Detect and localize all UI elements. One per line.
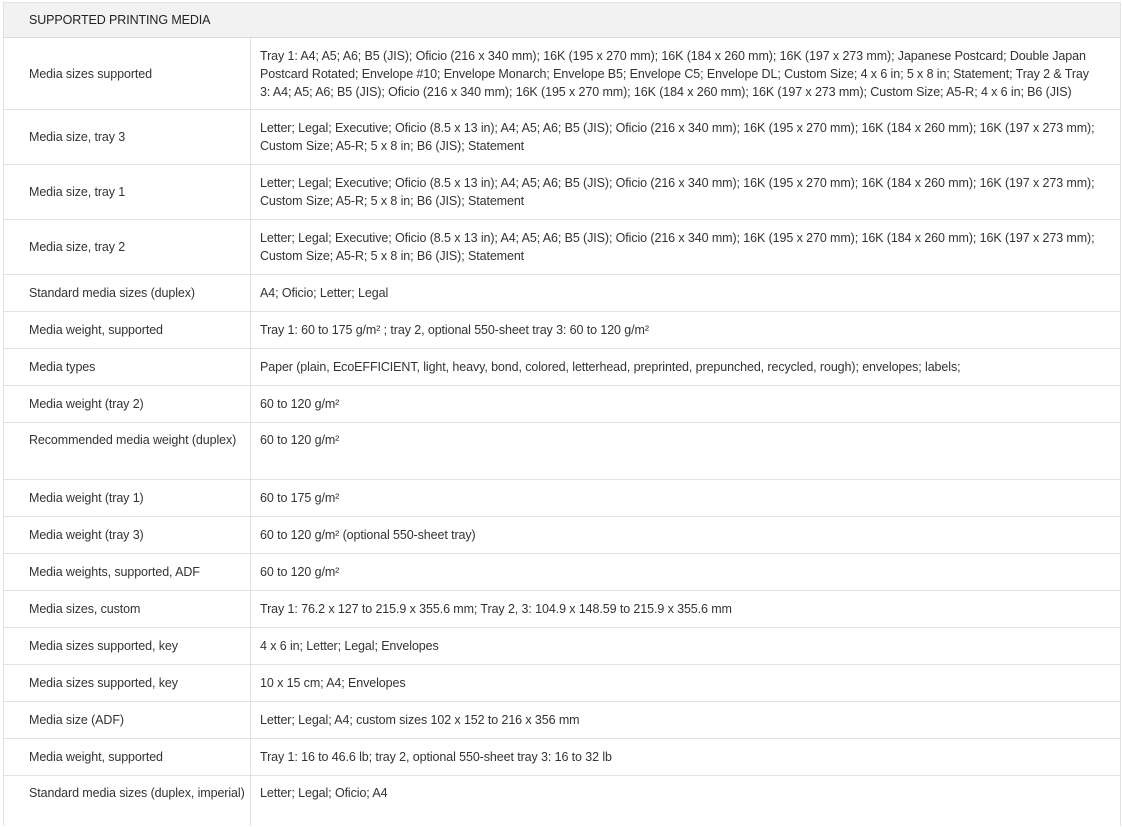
row-label: Standard media sizes (duplex, imperial) [4, 776, 251, 826]
row-value: Letter; Legal; A4; custom sizes 102 x 152 to 216 x 356 mm [260, 713, 580, 727]
table-row [4, 38, 1120, 110]
table-row [4, 220, 1120, 275]
section-title: SUPPORTED PRINTING MEDIA [29, 13, 211, 27]
row-label: Media sizes supported, key [4, 665, 251, 701]
row-value: 4 x 6 in; Letter; Legal; Envelopes [260, 639, 439, 653]
table-row [4, 423, 1120, 480]
row-label: Media sizes supported, key [4, 628, 251, 664]
row-label: Recommended media weight (duplex) [4, 423, 251, 479]
row-value: Letter; Legal; Executive; Oficio (8.5 x 13 in); A4; A5; A6; B5 (JIS); Oficio (216 x 340 mm); 16K (195 x 270 mm); 16K (184 x 260 mm); 16K (197 x 273 mm); Custom Size; A5-R; 5 x 8 in; B6 (JIS); Statement [260, 231, 1095, 263]
table-row [4, 591, 1120, 628]
row-value: A4; Oficio; Letter; Legal [260, 286, 389, 300]
row-label: Media size, tray 3 [4, 110, 251, 164]
row-value: Letter; Legal; Executive; Oficio (8.5 x 13 in); A4; A5; A6; B5 (JIS); Oficio (216 x 340 mm); 16K (195 x 270 mm); 16K (184 x 260 mm); 16K (197 x 273 mm); Custom Size; A5-R; 5 x 8 in; B6 (JIS); Statement [260, 121, 1095, 153]
table-row [4, 554, 1120, 591]
row-label: Standard media sizes (duplex) [4, 275, 251, 311]
table-row [4, 480, 1120, 517]
row-label: Media size, tray 1 [4, 165, 251, 219]
row-value: 60 to 120 g/m² [260, 565, 340, 579]
table-row [4, 110, 1120, 165]
row-label: Media weights, supported, ADF [4, 554, 251, 590]
table-row [4, 312, 1120, 349]
table-row [4, 628, 1120, 665]
row-label: Media types [4, 349, 251, 385]
table-row [4, 739, 1120, 776]
specifications-table [3, 2, 1121, 826]
row-label: Media sizes supported [4, 38, 251, 109]
table-row [4, 776, 1120, 826]
row-value: Letter; Legal; Executive; Oficio (8.5 x 13 in); A4; A5; A6; B5 (JIS); Oficio (216 x 340 mm); 16K (195 x 270 mm); 16K (184 x 260 mm); 16K (197 x 273 mm); Custom Size; A5-R; 5 x 8 in; B6 (JIS); Statement [260, 176, 1095, 208]
row-value: 60 to 175 g/m² [260, 491, 340, 505]
table-row [4, 386, 1120, 423]
row-value: Tray 1: 60 to 175 g/m² ; tray 2, optional 550-sheet tray 3: 60 to 120 g/m² [260, 323, 649, 337]
row-label: Media weight, supported [4, 739, 251, 775]
row-value: Tray 1: A4; A5; A6; B5 (JIS); Oficio (216 x 340 mm); 16K (195 x 270 mm); 16K (184 x 260 mm); 16K (197 x 273 mm); Japanese Postcard; Double Japan Postcard Rotated; Envelope #10; Envelope Monarch; Envelope B5; Envelope C5; Envelope DL; Custom Size; 4 x 6 in; 5 x 8 in; Statement; Tray 2 & Tray 3: A4; A5; A6; B5 (JIS); Oficio (216 x 340 mm); 16K (195 x 270 mm); 16K (184 x 260 mm); 16K (197 x 273 mm); Custom Size; A5-R; 4 x 6 in; B6 (JIS) [260, 48, 1089, 99]
row-value: 60 to 120 g/m² (optional 550-sheet tray) [260, 528, 476, 542]
table-row [4, 517, 1120, 554]
row-label: Media weight (tray 3) [4, 517, 251, 553]
row-label: Media size, tray 2 [4, 220, 251, 274]
section-header [4, 2, 1120, 38]
table-row [4, 665, 1120, 702]
table-row [4, 165, 1120, 220]
table-row [4, 349, 1120, 386]
row-value: Letter; Legal; Oficio; A4 [260, 786, 388, 800]
row-label: Media weight (tray 2) [4, 386, 251, 422]
table-row [4, 275, 1120, 312]
row-value: 60 to 120 g/m² [260, 397, 340, 411]
row-label: Media weight, supported [4, 312, 251, 348]
row-value: Tray 1: 76.2 x 127 to 215.9 x 355.6 mm; Tray 2, 3: 104.9 x 148.59 to 215.9 x 355.6 mm [260, 602, 732, 616]
row-value: Tray 1: 16 to 46.6 lb; tray 2, optional 550-sheet tray 3: 16 to 32 lb [260, 750, 612, 764]
row-value: Paper (plain, EcoEFFICIENT, light, heavy, bond, colored, letterhead, preprinted, prepunched, recycled, rough); envelopes; labels; [260, 360, 961, 374]
row-label: Media sizes, custom [4, 591, 251, 627]
row-value: 60 to 120 g/m² [260, 433, 340, 447]
row-label: Media size (ADF) [4, 702, 251, 738]
table-row [4, 702, 1120, 739]
row-label: Media weight (tray 1) [4, 480, 251, 516]
row-value: 10 x 15 cm; A4; Envelopes [260, 676, 406, 690]
